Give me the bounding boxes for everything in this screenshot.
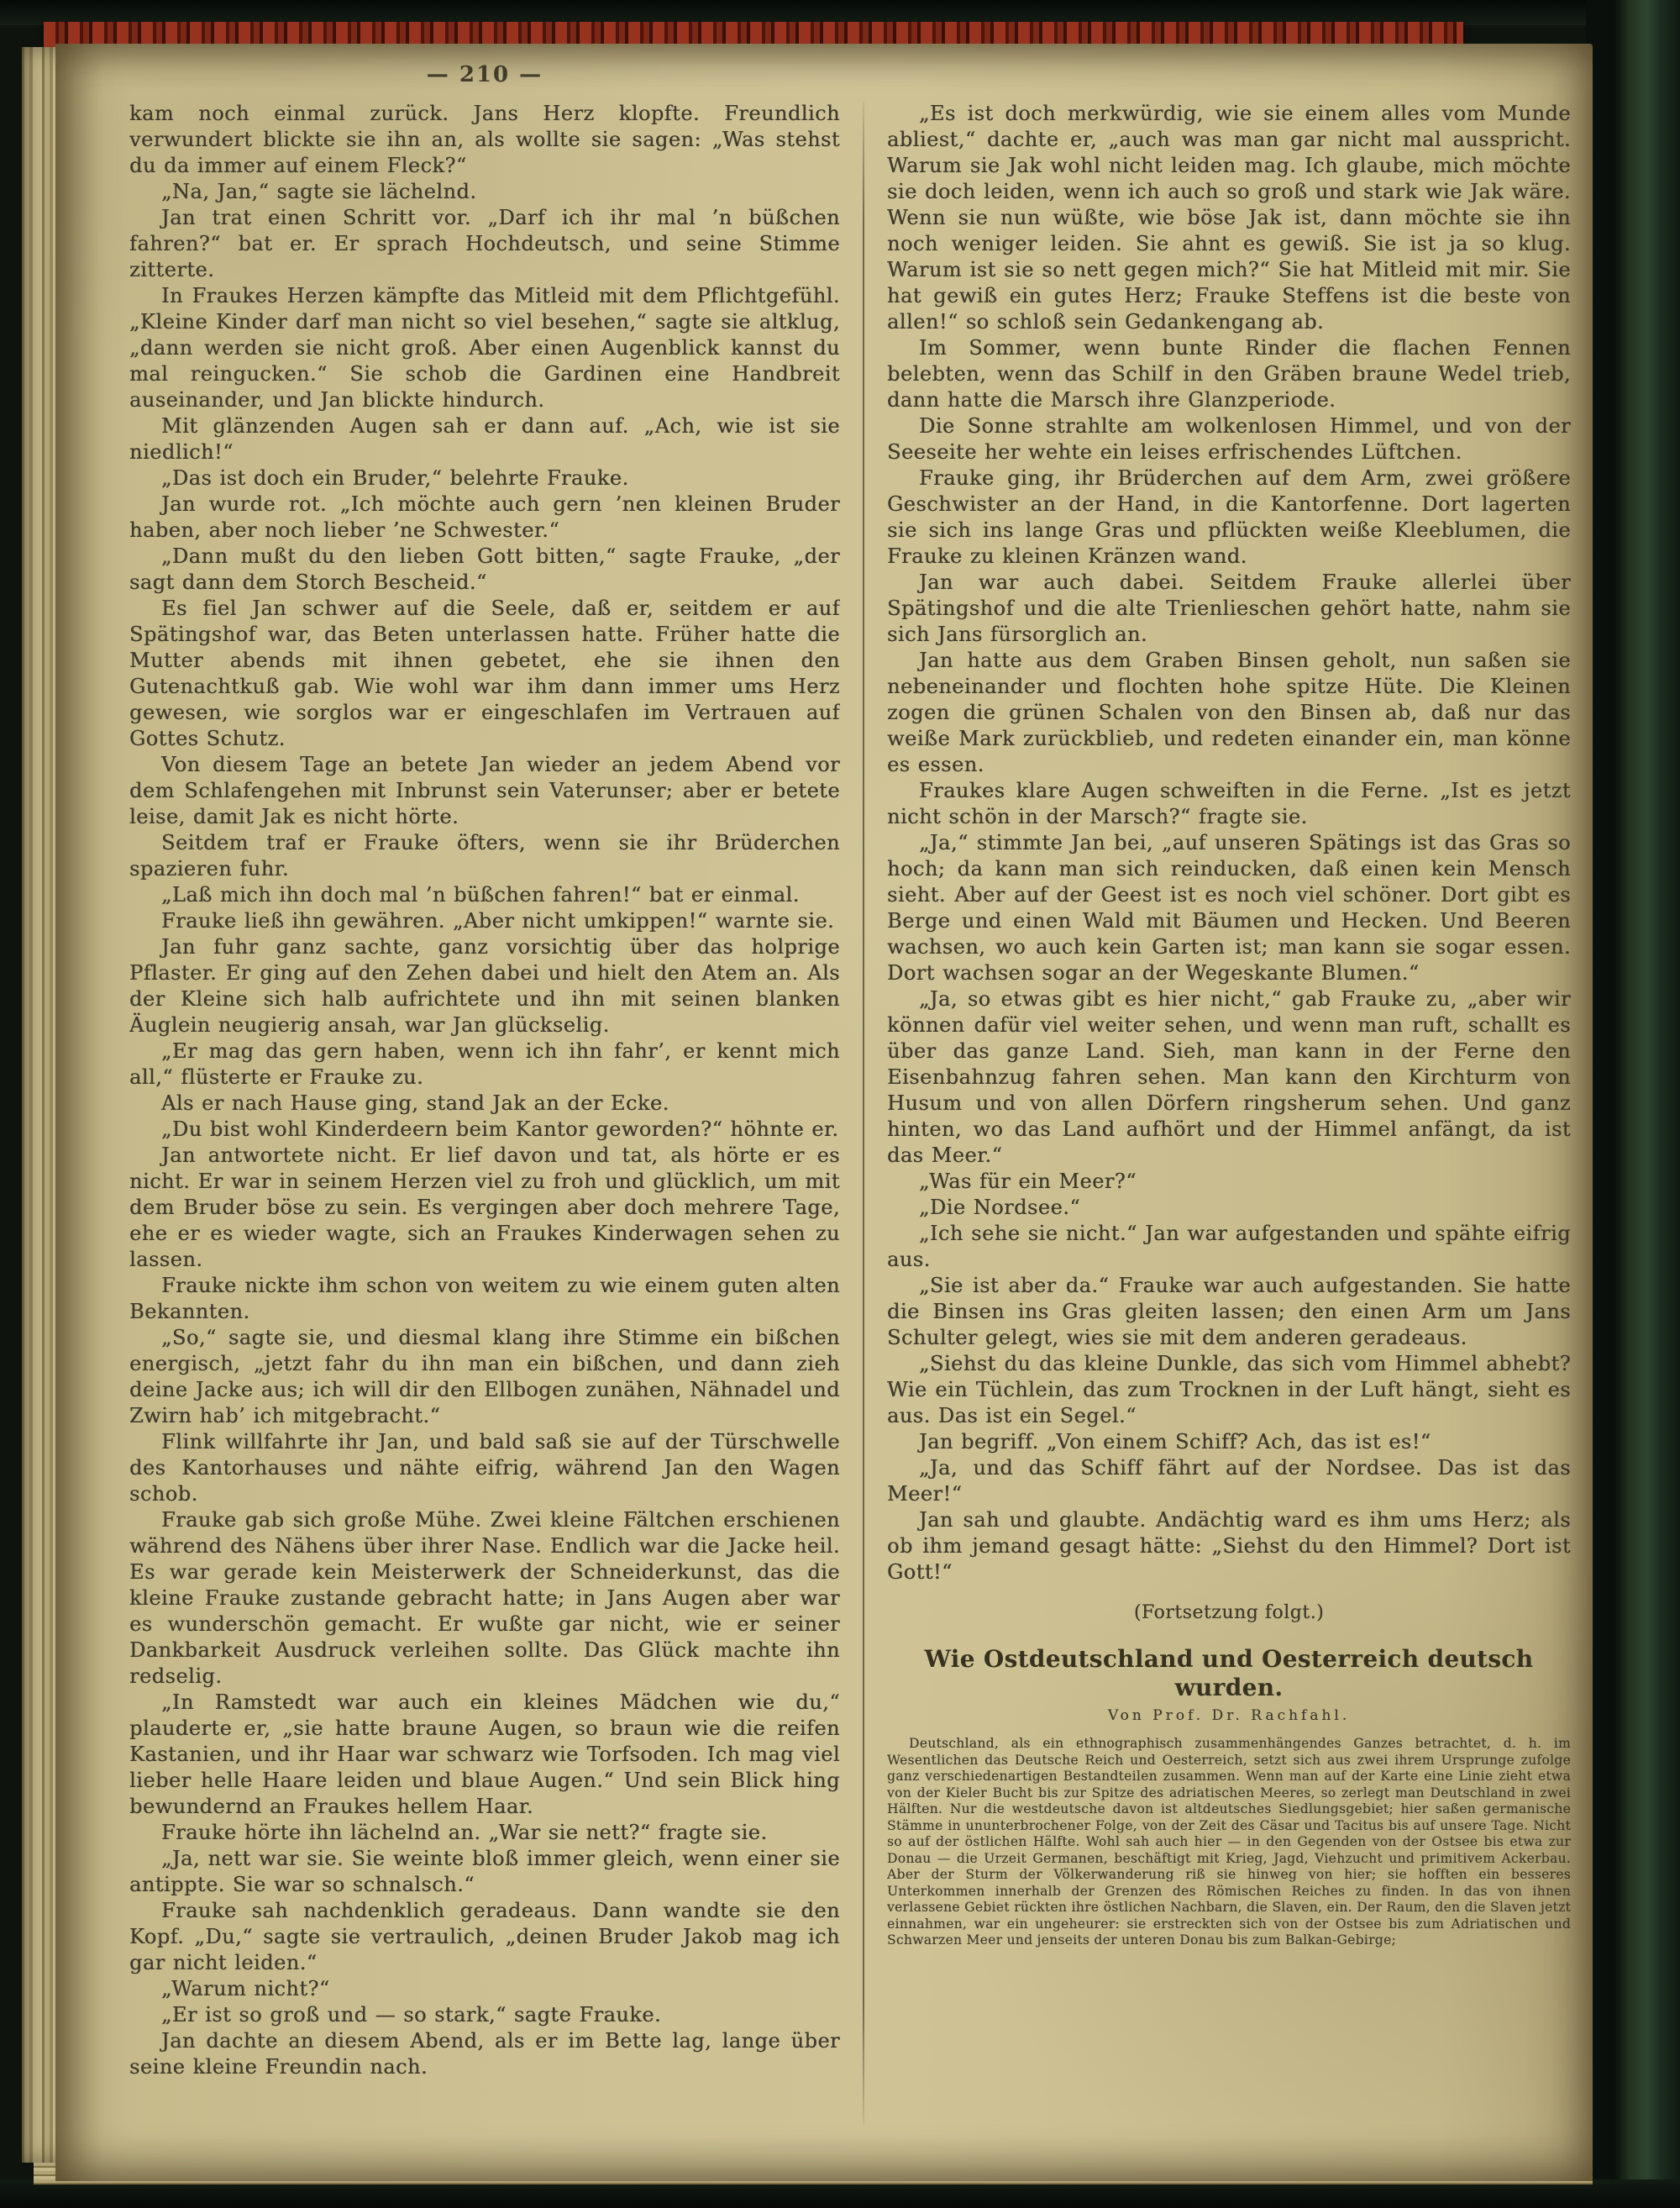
paragraph: Die Sonne strahlte am wolkenlosen Himmel, und von der Seeseite her wehte ein leises erfrischendes Lüftchen. bbox=[887, 414, 1571, 464]
paragraph: „Ja, so etwas gibt es hier nicht,“ gab Frauke zu, „aber wir können dafür viel weiter sehen, und wenn man ruft, schallt es über das ganze Land. Sieh, man kann in der Ferne den Eisenbahnzug fahren sehen. Man kann den Kirchturm von Husum und von allen Dörfern ringsherum sehen. Und ganz hinten, wo das Land aufhört und der Himmel anfängt, da ist das Meer.“ bbox=[887, 987, 1571, 1167]
story-right-paragraphs bbox=[887, 101, 1571, 1585]
paragraph: Frauke hörte ihn lächelnd an. „War sie nett?“ fragte sie. bbox=[161, 1821, 768, 1844]
paragraph: Jan trat einen Schritt vor. „Darf ich ihr mal ’n büßchen fahren?“ bat er. Er sprach Hochdeutsch, und seine Stimme zitterte. bbox=[129, 206, 840, 281]
paragraph: Jan hatte aus dem Graben Binsen geholt, nun saßen sie nebeneinander und flochten hohe spitze Hüte. Die Kleinen zogen die grünen Schalen von den Binsen ab, daß nur das weiße Mark zurückblieb, und redeten einander ein, man könne es essen. bbox=[887, 649, 1571, 776]
paragraph: Seitdem traf er Frauke öfters, wenn sie ihr Brüderchen spazieren fuhr. bbox=[129, 831, 840, 881]
paragraph: „Siehst du das kleine Dunkle, das sich vom Himmel abhebt? Wie ein Tüchlein, das zum Trocknen in der Luft hängt, sieht es aus. Das ist ein Segel.“ bbox=[887, 1352, 1571, 1427]
paragraph: Es fiel Jan schwer auf die Seele, daß er, seitdem er auf Spätingshof war, das Beten unterlassen hatte. Früher hatte die Mutter abends mit ihnen gebetet, ehe sie ihnen den Gutenachtkuß gab. Wie wohl war ihm dann immer ums Herz gewesen, wie sorglos war er eingeschlafen im Vertrauen auf Gottes Schutz. bbox=[129, 597, 840, 750]
left-text-column bbox=[129, 101, 840, 2124]
paragraph: Jan sah und glaubte. Andächtig ward es ihm ums Herz; als ob ihm jemand gesagt hätte: „Siehst du den Himmel? Dort ist Gott!“ bbox=[887, 1508, 1571, 1584]
paragraph: kam noch einmal zurück. Jans Herz klopfte. Freundlich verwundert blickte sie ihn an, als wollte sie sagen: „Was stehst du da immer auf einem Fleck?“ bbox=[129, 102, 840, 177]
paragraph: „Ich sehe sie nicht.“ Jan war aufgestanden und spähte eifrig aus. bbox=[887, 1222, 1571, 1271]
column-divider-rule bbox=[863, 101, 864, 2124]
paragraph: „Es ist doch merkwürdig, wie sie einem alles vom Munde abliest,“ dachte er, „auch was man gar nicht mal ausspricht. Warum sie Jak wohl nicht leiden mag. Ich glaube, mich möchte sie doch leiden, wenn ich auch so groß und stark wie Jak wäre. Wenn sie nun wüßte, wie böse Jak ist, dann möchte sie ihn noch weniger leiden. Sie ahnt es gewiß. Sie ist ja so klug. Warum ist sie so nett gegen mich?“ Sie hat Mitleid mit mir. Sie hat gewiß ein gutes Herz; Frauke Steffens ist die beste von allen!“ so schloß sein Gedankengang ab. bbox=[887, 102, 1571, 334]
paragraph: „In Ramstedt war auch ein kleines Mädchen wie du,“ plauderte er, „sie hatte braune Augen, so braun wie die reifen Kastanien, und ihr Haar war schwarz wie Torfsoden. Ich mag viel lieber helle Haare leiden und blaue Augen.“ Und sein Blick hing bewundernd an Fraukes hellem Haar. bbox=[129, 1690, 840, 1818]
paragraph: „Das ist doch ein Bruder,“ belehrte Frauke. bbox=[161, 466, 629, 490]
paragraph: Frauke ging, ihr Brüderchen auf dem Arm, zwei größere Geschwister an der Hand, in die Kantorfenne. Dort lagerten sie sich ins lange Gras und pflückten weiße Kleeblumen, die Frauke zu kleinen Kränzen wand. bbox=[887, 466, 1571, 568]
paragraph: Frauke gab sich große Mühe. Zwei kleine Fältchen erschienen während des Nähens über ihrer Nase. Endlich war die Jacke heil. Es war gerade kein Meisterwerk der Schneiderkunst, das die kleine Frauke zustande gebracht hatte; in Jans Augen aber war es wunderschön gemacht. Er wußte gar nicht, wie er seiner Dankbarkeit Ausdruck verleihen sollte. Das Glück machte ihn redselig. bbox=[129, 1508, 840, 1688]
story-left-paragraphs bbox=[129, 101, 840, 2080]
article-title: Wie Ostdeutschland und Oesterreich deutsch wurden. bbox=[924, 1645, 1534, 1701]
paragraph: „Dann mußt du den lieben Gott bitten,“ sagte Frauke, „der sagt dann dem Storch Bescheid.“ bbox=[129, 544, 840, 594]
continuation-note: (Fortsetzung folgt.) bbox=[1133, 1602, 1325, 1623]
paragraph: Jan dachte an diesem Abend, als er im Bette lag, lange über seine kleine Freundin nach. bbox=[129, 2029, 840, 2079]
paragraph: „Er ist so groß und — so stark,“ sagte Frauke. bbox=[161, 2003, 662, 2027]
paragraph: Jan war auch dabei. Seitdem Frauke allerlei über Spätingshof und die alte Trienlieschen gehört hatte, nahm sie sich Jans fürsorglich an. bbox=[887, 570, 1571, 646]
paragraph: „Warum nicht?“ bbox=[161, 1977, 330, 2000]
paragraph: „Ja,“ stimmte Jan bei, „auf unseren Spätings ist das Gras so hoch; da kann man sich reinducken, daß einen kein Mensch sieht. Aber auf der Geest ist es noch viel schöner. Dort gibt es Berge und einen Wald mit Bäumen und Hecken. Und Beeren wachsen, wo auch kein Garten ist; man kann sie sogar essen. Dort wachsen sogar an der Wegeskante Blumen.“ bbox=[887, 831, 1571, 985]
paragraph: „So,“ sagte sie, und diesmal klang ihre Stimme ein bißchen energisch, „jetzt fahr du ihn man ein bißchen, und dann zieh deine Jacke aus; ich will dir den Ellbogen zunähen, Nähnadel und Zwirn hab’ ich mitgebracht.“ bbox=[129, 1326, 840, 1427]
paragraph: Mit glänzenden Augen sah er dann auf. „Ach, wie ist sie niedlich!“ bbox=[129, 414, 840, 464]
paragraph: Jan antwortete nicht. Er lief davon und tat, als hörte er es nicht. Er war in seinem Herzen viel zu froh und glücklich, um mit dem Bruder böse zu sein. Es vergingen aber doch mehrere Tage, ehe er es wieder wagte, sich an Fraukes Kinderwagen sehen zu lassen. bbox=[129, 1143, 840, 1271]
paragraph: „Laß mich ihn doch mal ’n büßchen fahren!“ bat er einmal. bbox=[161, 883, 800, 907]
article-paragraphs bbox=[887, 1736, 1571, 1949]
paragraph: Deutschland, als ein ethnographisch zusammenhängendes Ganzes betrachtet, d. h. im Wesentlichen das Deutsche Reich und Oesterreich, setzt sich aus zwei ihrem Ursprunge zufolge ganz verschiedenartigen Bestandteilen zusammen. Wenn man auf der Karte eine Linie zieht etwa von der Kieler Bucht bis zur Spitze des adriatischen Meeres, so zerlegt man Deutschland in zwei Hälften. Nur die westdeutsche davon ist altdeutsches Siedlungsgebiet; hier saßen germanische Stämme in ununterbrochener Folge, von der Zeit des Cäsar und Tacitus bis auf unsere Tage. Nicht so auf der östlichen Hälfte. Wohl sah auch hier — in den Gegenden von der Ostsee bis etwa zur Donau — die Urzeit Germanen, beschäftigt mit Krieg, Jagd, Viehzucht und primitivem Ackerbau. Aber der Sturm der Völkerwanderung riß sie hinweg von hier; sie hofften ein besseres Unterkommen innerhalb der Grenzen des Römischen Reiches zu finden. In das von ihnen verlassene Gebiet rückten ihre östlichen Nachbarn, die Slaven, ein. Der Raum, den die Slaven jetzt einnahmen, war ein ungeheurer: sie erstreckten sich von der Ostsee bis zum Adriatischen und Schwarzen Meer und jenseits der unteren Donau bis zum Balkan-Gebirge; bbox=[887, 1736, 1571, 1948]
paper-page bbox=[55, 44, 1593, 2181]
right-text-column bbox=[887, 101, 1571, 2124]
paragraph: „Was für ein Meer?“ bbox=[919, 1170, 1137, 1193]
paragraph: Flink willfahrte ihr Jan, und bald saß sie auf der Türschwelle des Kantorhauses und nähte eifrig, während Jan den Wagen schob. bbox=[129, 1430, 840, 1506]
paragraph: „Die Nordsee.“ bbox=[919, 1196, 1081, 1219]
paragraph: Frauke ließ ihn gewähren. „Aber nicht umkippen!“ warnte sie. bbox=[161, 909, 835, 933]
paragraph: Frauke sah nachdenklich geradeaus. Dann wandte sie den Kopf. „Du,“ sagte sie vertraulich, „deinen Bruder Jakob mag ich gar nicht leiden.“ bbox=[129, 1899, 840, 1974]
page-number: — 210 — bbox=[426, 62, 543, 87]
paragraph: Jan wurde rot. „Ich möchte auch gern ’nen kleinen Bruder haben, aber noch lieber ’ne Schwester.“ bbox=[129, 492, 840, 542]
paragraph: Jan begriff. „Von einem Schiff? Ach, das ist es!“ bbox=[919, 1430, 1431, 1454]
page-text-area bbox=[129, 62, 1571, 2124]
article-byline: Von Prof. Dr. Rachfahl. bbox=[1107, 1707, 1351, 1724]
page-number-row bbox=[129, 62, 840, 87]
two-column-layout bbox=[129, 101, 1571, 2124]
paragraph: „Ja, und das Schiff fährt auf der Nordsee. Das ist das Meer!“ bbox=[887, 1456, 1571, 1506]
book-cover-right-edge bbox=[1586, 0, 1680, 2208]
paragraph: „Na, Jan,“ sagte sie lächelnd. bbox=[161, 180, 477, 203]
paragraph: In Fraukes Herzen kämpfte das Mitleid mit dem Pflichtgefühl. „Kleine Kinder darf man nicht so viel besehen,“ sagte sie altklug, „dann werden sie nicht groß. Aber einen Augenblick kannst du mal reingucken.“ Sie schob die Gardinen eine Handbreit auseinander, und Jan blickte hindurch. bbox=[129, 284, 840, 412]
paragraph: Als er nach Hause ging, stand Jak an der Ecke. bbox=[161, 1091, 669, 1115]
paragraph: „Sie ist aber da.“ Frauke war auch aufgestanden. Sie hatte die Binsen ins Gras gleiten lassen; den einen Arm um Jans Schulter gelegt, wies sie mit dem anderen geradeaus. bbox=[887, 1274, 1571, 1349]
paragraph: Jan fuhr ganz sachte, ganz vorsichtig über das holprige Pflaster. Er ging auf den Zehen dabei und hielt den Atem an. Als der Kleine sich halb aufrichtete und ihn mit seinen blanken Äuglein neugierig ansah, war Jan glückselig. bbox=[129, 935, 840, 1037]
paragraph: Im Sommer, wenn bunte Rinder die flachen Fennen belebten, wenn das Schilf in den Gräben braune Wedel trieb, dann hatte die Marsch ihre Glanzperiode. bbox=[887, 336, 1571, 412]
paragraph: Fraukes klare Augen schweiften in die Ferne. „Ist es jetzt nicht schön in der Marsch?“ fragte sie. bbox=[887, 779, 1571, 828]
paragraph: Von diesem Tage an betete Jan wieder an jedem Abend vor dem Schlafengehen mit Inbrunst sein Vaterunser; aber er betete leise, damit Jak es nicht hörte. bbox=[129, 753, 840, 828]
paragraph: „Du bist wohl Kinderdeern beim Kantor geworden?“ höhnte er. bbox=[161, 1117, 839, 1141]
paragraph: „Ja, nett war sie. Sie weinte bloß immer gleich, wenn einer sie antippte. Sie war so schnalsch.“ bbox=[129, 1847, 840, 1896]
paragraph: „Er mag das gern haben, wenn ich ihn fahr’, er kennt mich all,“ flüsterte er Frauke zu. bbox=[129, 1039, 840, 1089]
paragraph: Frauke nickte ihm schon von weitem zu wie einem guten alten Bekannten. bbox=[129, 1274, 840, 1323]
